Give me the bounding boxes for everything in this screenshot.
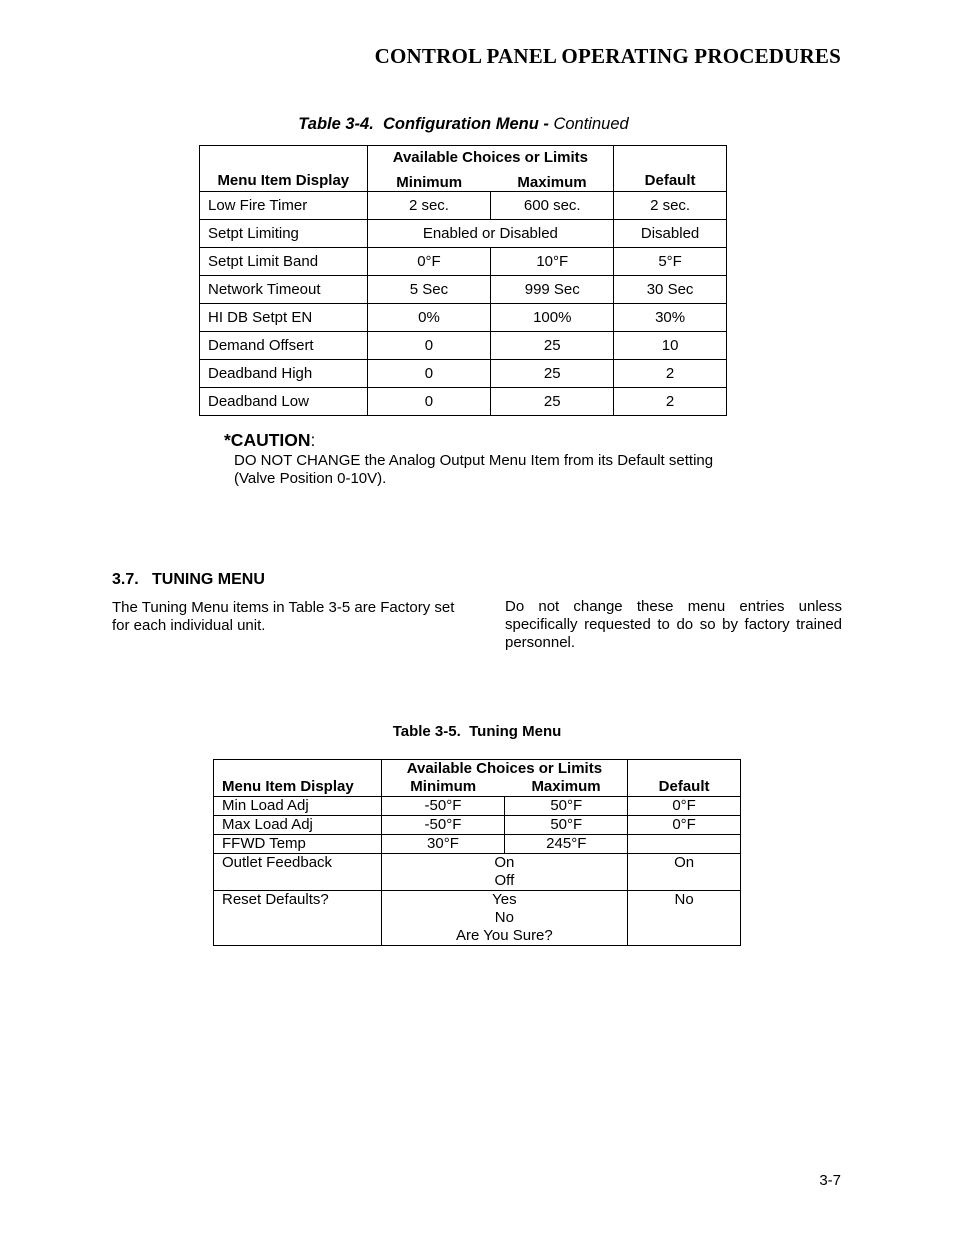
table-row [214, 835, 741, 854]
cell-item: Max Load Adj [214, 816, 382, 835]
col-header-default: Default [614, 146, 727, 192]
cell-default: 2 [614, 388, 727, 416]
table-3-4-suffix: Continued [553, 115, 629, 133]
cell-min: 0% [367, 304, 491, 332]
caution-line-2: (Valve Position 0-10V). [234, 470, 387, 487]
table-row [200, 332, 727, 360]
cell-min: 0 [367, 332, 491, 360]
cell-min: 0°F [367, 248, 491, 276]
cell-max: 25 [491, 332, 614, 360]
cell-default: 2 [614, 360, 727, 388]
section-text-right: Do not change these menu entries unless specifically requested to do so by factory trained personnel. [505, 598, 842, 651]
col-header-maximum: Maximum [491, 171, 614, 192]
cell-item: Outlet Feedback [214, 854, 382, 891]
cell-item: FFWD Temp [214, 835, 382, 854]
configuration-menu-table [199, 145, 727, 416]
cell-default: 0°F [628, 816, 741, 835]
caution-heading [224, 430, 315, 451]
choice-option: Yes [492, 891, 517, 908]
cell-default: No [628, 891, 741, 946]
cell-max: 25 [491, 388, 614, 416]
cell-max: 999 Sec [491, 276, 614, 304]
cell-max: 600 sec. [491, 192, 614, 220]
caution-text [234, 452, 744, 488]
col-header-choices: Available Choices or Limits [381, 760, 628, 779]
cell-item: Network Timeout [200, 276, 368, 304]
cell-max: 50°F [505, 797, 628, 816]
choice-option: No [494, 909, 514, 926]
cell-item: Deadband High [200, 360, 368, 388]
page-number: 3-7 [819, 1172, 841, 1189]
cell-min: 0 [367, 388, 491, 416]
cell-min: 30°F [381, 835, 505, 854]
page-title: CONTROL PANEL OPERATING PROCEDURES [374, 44, 841, 68]
cell-default: 10 [614, 332, 727, 360]
table-3-5-caption: Table 3-5. Tuning Menu [392, 723, 562, 740]
table-row [200, 304, 727, 332]
cell-min: 0 [367, 360, 491, 388]
cell-max: 100% [491, 304, 614, 332]
table-row [214, 891, 741, 946]
table-row [214, 816, 741, 835]
col-header-minimum: Minimum [381, 778, 505, 797]
cell-default: On [628, 854, 741, 891]
cell-choices [381, 891, 628, 946]
cell-item: Deadband Low [200, 388, 368, 416]
table-row [200, 276, 727, 304]
table-3-4-number: Table 3-4. [298, 115, 374, 133]
cell-default: 5°F [614, 248, 727, 276]
cell-item: Min Load Adj [214, 797, 382, 816]
cell-item: Setpt Limit Band [200, 248, 368, 276]
cell-max: 245°F [505, 835, 628, 854]
col-header-maximum: Maximum [505, 778, 628, 797]
cell-min: -50°F [381, 816, 505, 835]
col-header-minimum: Minimum [367, 171, 491, 192]
cell-default: 30% [614, 304, 727, 332]
choice-option: On [494, 854, 515, 871]
table-row [200, 388, 727, 416]
cell-choices [381, 854, 628, 891]
cell-default [628, 835, 741, 854]
col-header-menu-item: Menu Item Display [214, 760, 382, 797]
cell-default: Disabled [614, 220, 727, 248]
cell-max: 25 [491, 360, 614, 388]
table-3-4-title: Configuration Menu - [382, 115, 549, 133]
cell-item: Low Fire Timer [200, 192, 368, 220]
cell-item: Demand Offsert [200, 332, 368, 360]
tuning-menu-table [213, 759, 741, 946]
col-header-choices: Available Choices or Limits [367, 146, 614, 172]
cell-choices: Enabled or Disabled [367, 220, 614, 248]
cell-item: Reset Defaults? [214, 891, 382, 946]
cell-min: 5 Sec [367, 276, 491, 304]
caution-line-1: DO NOT CHANGE the Analog Output Menu Item from its Default setting [234, 452, 714, 469]
table-row [200, 248, 727, 276]
table-row [200, 360, 727, 388]
cell-default: 0°F [628, 797, 741, 816]
cell-item: Setpt Limiting [200, 220, 368, 248]
choice-option: Off [494, 872, 515, 889]
caution-label: *CAUTION [224, 430, 311, 450]
col-header-default: Default [628, 760, 741, 797]
cell-max: 10°F [491, 248, 614, 276]
section-text-left: The Tuning Menu items in Table 3-5 are Factory set for each individual unit. [112, 599, 455, 634]
cell-max: 50°F [505, 816, 628, 835]
cell-min: 2 sec. [367, 192, 491, 220]
cell-default: 2 sec. [614, 192, 727, 220]
table-row [214, 854, 741, 891]
col-header-menu-item: Menu Item Display [200, 146, 368, 192]
caution-colon: : [310, 430, 316, 450]
cell-default: 30 Sec [614, 276, 727, 304]
cell-item: HI DB Setpt EN [200, 304, 368, 332]
table-row [200, 192, 727, 220]
table-3-4-caption [200, 115, 727, 134]
table-row [214, 797, 741, 816]
table-row [200, 220, 727, 248]
cell-min: -50°F [381, 797, 505, 816]
choice-option: Are You Sure? [456, 927, 553, 944]
section-heading: 3.7. TUNING MENU [112, 571, 265, 588]
